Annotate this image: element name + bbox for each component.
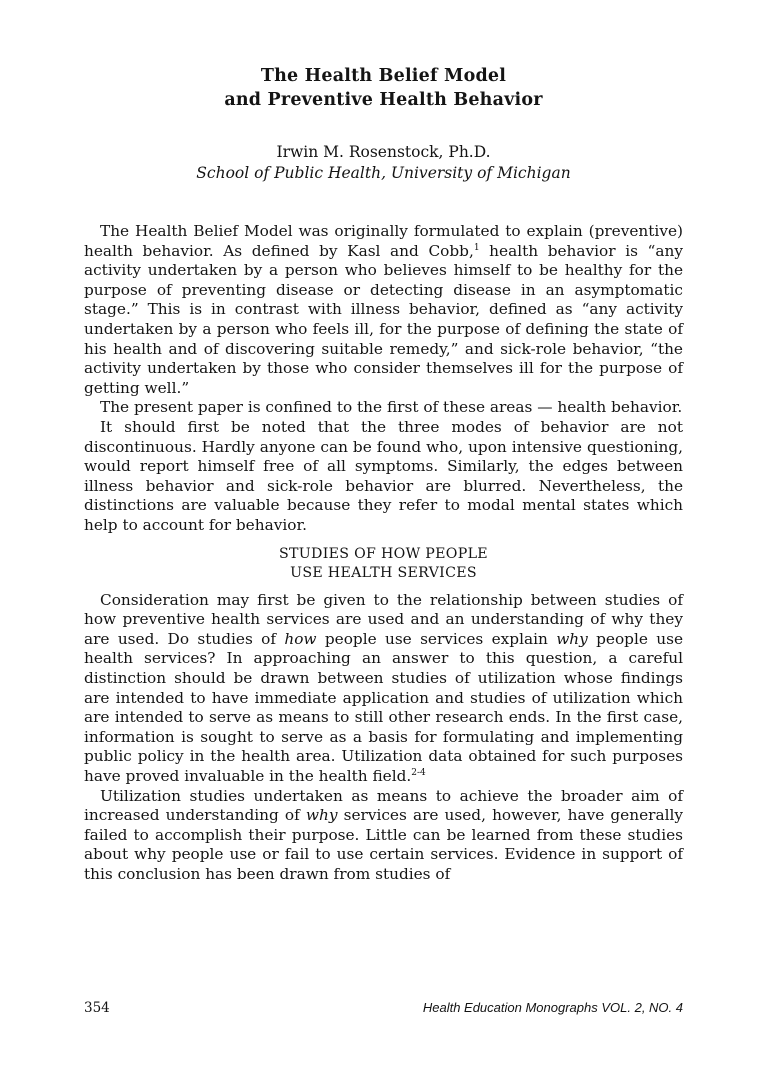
intro-paragraph-3: It should first be noted that the three modes of behavior are not discontinuous. Hardly anyone can be found who, upon intensive questioning, would report himself free of all symptoms. Similarly, the edges between illness behavior and sick-role behavior are blurred. Nevertheless, the distinctions are valuable because they refer to modal mental states which help to account for behavior. [84,417,683,534]
paragraph-text: The Health Belief Model was originally formulated to explain (preventive) health behavior. As defined by Kasl and Cobb, [84,222,683,260]
journal-name: Health Education Monographs VOL. 2, NO. 4 [422,1000,683,1015]
section-paragraph-2 [84,787,683,885]
page [0,64,768,1088]
intro-paragraph-1 [84,222,683,398]
paragraph-text: people use services explain [316,629,557,648]
paragraph-text: people use health services? In approaching an answer to this question, a careful distinction should be drawn between studies of utilization whose findings are intended to have immediate application and studies of utilization which are intended to serve as means to still other research ends. In the first case, information is sought to serve as a basis for formulating and implementing public policy in the health area. Utilization data obtained for such purposes have proved invaluable in the health field. [84,629,683,786]
section-heading [84,545,683,584]
paragraph-text: Consideration may first be given to the relationship between studies of how preventive health services are used and an understanding of why they are used. Do studies of [84,590,683,648]
page-footer [84,1000,683,1016]
emphasis: why [556,629,588,648]
footnote-ref: 2-4 [411,767,426,778]
paper-title [84,64,683,112]
footnote-ref: 1 [473,242,480,253]
title-line-1: The Health Belief Model [260,66,507,86]
intro-paragraph-2: The present paper is confined to the first of these areas — health behavior. [100,398,683,417]
section-heading-line-1: STUDIES OF HOW PEOPLE [279,545,488,562]
article-body [84,222,683,885]
paragraph-text: health behavior is “any activity undertaken by a person who believes himself to be healthy for the purpose of preventing disease or detecting disease in an asymptomatic stage.” This is in contrast with illness behavior, defined as “any activity undertaken by a person who feels ill, for the purpose of defining the state of his health and of discovering suitable remedy,” and sick-role behavior, “the activity undertaken by those who consider themselves ill for the purpose of getting well.” [84,241,683,397]
author-name: Irwin M. Rosenstock, Ph.D. [276,143,491,161]
section-heading-line-2: USE HEALTH SERVICES [290,565,477,582]
paragraph-text: services are used, however, have generally failed to accomplish their purpose. Little can be learned from these studies about why people use or fail to use certain services. Evidence in support of this conclusion has been drawn from studies of [84,806,683,883]
section-paragraph-1 [84,591,683,787]
byline [84,142,683,184]
emphasis: how [284,629,317,648]
emphasis: why [305,806,338,825]
title-line-2: and Preventive Health Behavior [224,90,543,110]
page-number: 354 [84,1000,110,1016]
author-affiliation: School of Public Health, University of Michigan [196,164,571,182]
paragraph-text: Utilization studies undertaken as means to achieve the broader aim of increased understanding of [84,786,683,825]
